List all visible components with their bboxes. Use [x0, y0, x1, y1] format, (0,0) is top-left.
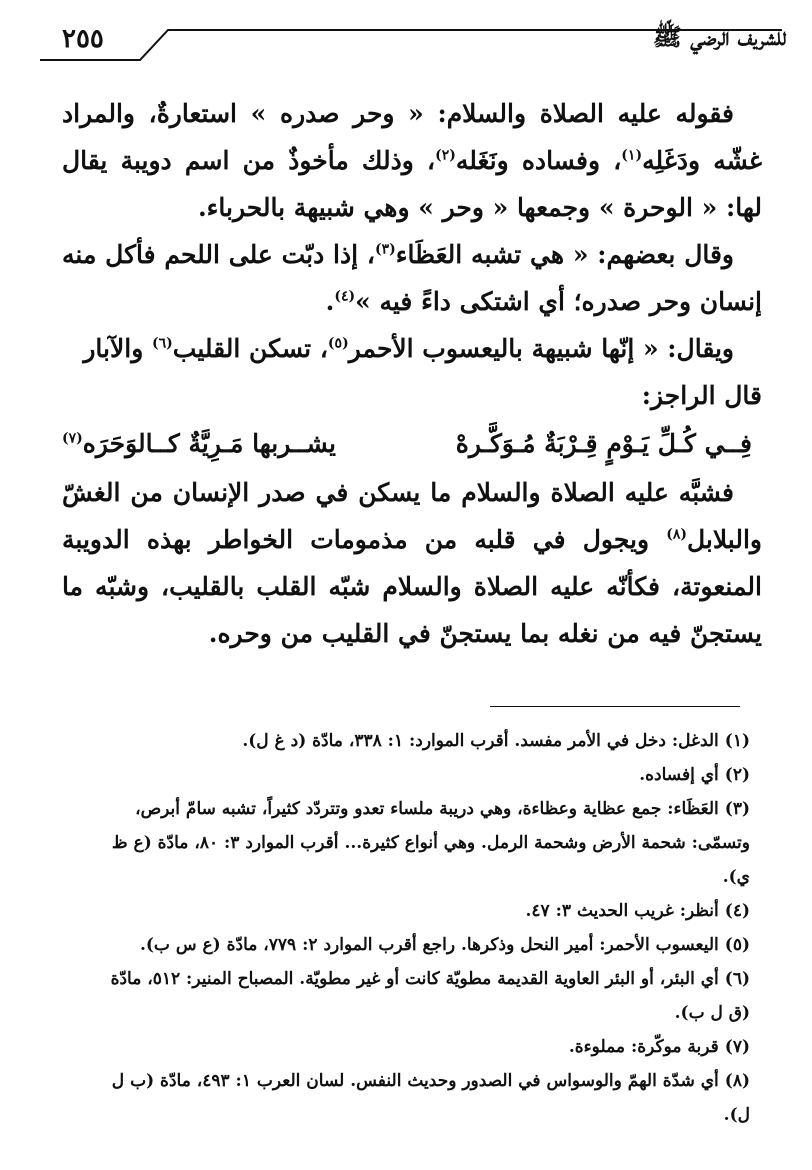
footnote-2: (٢)أي إفساده.	[639, 765, 750, 785]
footnote-ref-5[interactable]: (٥)	[327, 335, 349, 352]
footnote-6: (٦)أي البئر، أو البئر العاوية القديمة مطويّة كانت أو غير مطويّة. المصباح المنير: ٥١٢، مادّة (ق ل ب).	[110, 969, 750, 1023]
paragraph-4: قال الراجز:	[641, 381, 762, 410]
verse-line	[62, 419, 762, 469]
footnotes	[95, 724, 750, 1132]
main-text	[62, 90, 762, 657]
footnote-3: (٣)العَظَاء: جمع عظاية وعظاءة، وهي دريبة ملساء تعدو وتتردّد كثيراً، تشبه سامّ أبرص، وتسمّى: شحمة الأرض وشحمة الرمل. وهي أنواع كثيرة... أقرب الموارد ٣: ٨٠، مادّة (ع ظ ي).	[111, 799, 750, 887]
verse-first-hemistich: فِــي كُـلِّ يَـوْمٍ قِـرْبَةٌ مُـوَكَّـرهْ	[455, 429, 752, 458]
running-title: للشريف الرضي ﷺ	[652, 22, 786, 51]
footnote-ref-3[interactable]: (٣)	[374, 241, 396, 258]
footnote-ref-4[interactable]: (٤)	[334, 288, 356, 305]
footnote-8: (٨)أي شدّة الهمّ والوسواس في الصدور وحديث النفس. لسان العرب ١: ٤٩٣، مادّة (ب ل ل).	[111, 1071, 750, 1125]
footnote-5: (٥)اليعسوب الأحمر: أمير النحل وذكرها. راجع أقرب الموارد ٢: ٧٧٩، مادّة (ع س ب).	[139, 935, 750, 955]
footnote-1: (١)الدغل: دخل في الأمر مفسد. أقرب الموارد: ١: ٣٣٨، مادّة (د غ ل).	[242, 731, 750, 751]
paragraph-1: فقوله عليه الصلاة والسلام: « وحر صدره » استعارةٌ، والمراد غشّه ودَغَلِه$^{(١)}$، وفساده ونَغَله$^{(٢)}$، وذلك مأخوذٌ من اسم دويبة يقال لها: « الوحرة » وجمعها « وحر » وهي شبيهة بالحرباء.	[62, 99, 762, 222]
verse-second-hemistich: يشــربها مَـرِيَّةٌ كــالوَحَرَه$^{(٧)}$	[62, 429, 336, 458]
paragraph-3: ويقال: « إنّها شبيهة باليعسوب الأحمر$^{(٥)}$، تسكن القليب$^{(٦)}$ والآبار	[83, 334, 734, 363]
footnote-ref-8[interactable]: (٨)	[666, 526, 687, 543]
page-number: ٢٥٥	[62, 24, 104, 54]
footnote-ref-6[interactable]: (٦)	[151, 335, 173, 352]
footnote-7: (٧)قربة موكّرة: مملوءة.	[568, 1037, 750, 1057]
paragraph-5: فشبَّه عليه الصلاة والسلام ما يسكن في صدر الإنسان من الغشّ والبلابل$^{(٨)}$ ويجول في قلبه من مذمومات الخواطر بهذه الدويبة المنعوتة، فكأنّه عليه الصلاة والسلام شبّه القلب بالقليب، وشبّه ما يستجنّ فيه من نغله بما يستجنّ في القليب من وحره.	[62, 478, 762, 648]
footnote-4: (٤)أنظر: غريب الحديث ٣: ٤٧.	[525, 901, 750, 921]
footnote-ref-1[interactable]: (١)	[621, 147, 643, 164]
footnote-separator	[490, 706, 740, 707]
paragraph-2: وقال بعضهم: « هي تشبه العَظَاء$^{(٣)}$، إذا دبّت على اللحم فأكل منه إنسان وحر صدره؛ أي اشتكى داءً فيه »$^{(٤)}$.	[62, 240, 762, 316]
footnote-ref-2[interactable]: (٢)	[435, 147, 456, 164]
footnote-ref-7[interactable]: (٧)	[62, 430, 83, 447]
